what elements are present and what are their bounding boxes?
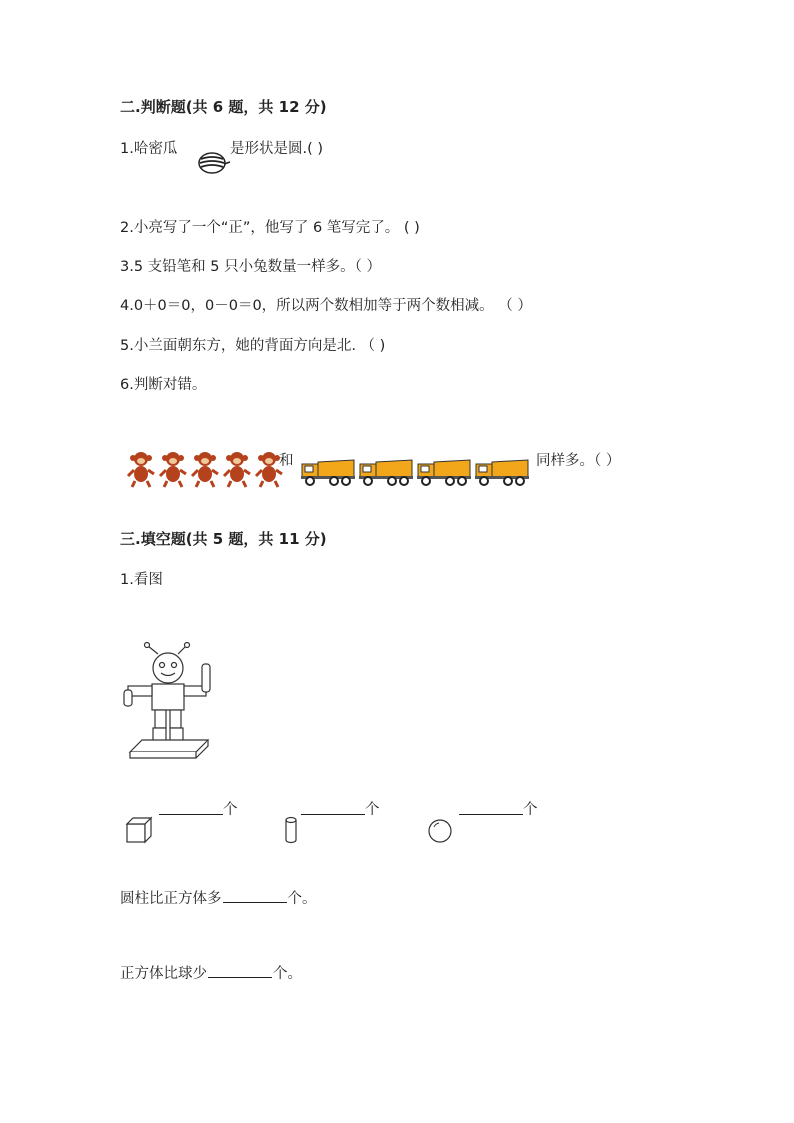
truck-icon <box>474 454 530 486</box>
unit-sphere: 个 <box>523 802 538 818</box>
question-2-5: 5.小兰面朝东方，她的背面方向是北. （ ) <box>120 338 386 354</box>
question-2-1-prefix: 1.哈密瓜 <box>120 141 178 157</box>
monkey-icon <box>222 450 252 488</box>
question-2-4: 4.0＋0＝0，0－0＝0，所以两个数相加等于两个数相减。 （ ） <box>120 298 532 314</box>
sphere-icon <box>427 818 453 844</box>
answer-blank-line-a[interactable] <box>223 890 287 903</box>
answer-blank-cylinder[interactable] <box>301 802 365 815</box>
answer-blank-sphere[interactable] <box>459 802 523 815</box>
truck-group <box>300 454 530 486</box>
truck-icon <box>358 454 414 486</box>
section-2-heading: 二.判断题(共 6 题，共 12 分) <box>120 98 327 116</box>
monkey-icon <box>158 450 188 488</box>
cube-icon <box>124 815 154 845</box>
question-2-6-and: 和 <box>279 453 294 469</box>
section-3-heading: 三.填空题(共 5 题，共 11 分) <box>120 530 327 548</box>
question-2-6-stem: 6.判断对错。 <box>120 377 207 393</box>
line-a-suffix: 个。 <box>287 891 317 907</box>
question-3-1-stem: 1.看图 <box>120 572 163 588</box>
robot-figure <box>118 640 218 760</box>
monkey-group <box>126 450 284 490</box>
question-2-1-text: 是形状是圆.( ) <box>230 141 324 157</box>
question-2-2: 2.小亮写了一个“正”，他写了 6 笔写完了。 ( ) <box>120 220 420 236</box>
question-3-1-line-b <box>120 962 302 983</box>
monkey-icon <box>126 450 156 488</box>
line-a-prefix: 圆柱比正方体多 <box>120 891 222 907</box>
answer-blank-line-b[interactable] <box>208 965 272 978</box>
question-2-6-text: 同样多。（ ） <box>536 453 621 469</box>
truck-icon <box>300 454 356 486</box>
line-b-prefix: 正方体比球少 <box>120 966 207 982</box>
unit-cylinder: 个 <box>365 802 380 818</box>
answer-blank-cube[interactable] <box>159 802 223 815</box>
line-b-suffix: 个。 <box>273 966 302 982</box>
watermelon-icon <box>196 150 232 176</box>
question-3-1-line-a <box>120 887 317 908</box>
cylinder-icon <box>283 816 299 844</box>
monkey-icon <box>190 450 220 488</box>
truck-icon <box>416 454 472 486</box>
unit-cube: 个 <box>223 802 238 818</box>
question-2-3: 3.5 支铅笔和 5 只小兔数量一样多。（ ） <box>120 259 381 275</box>
